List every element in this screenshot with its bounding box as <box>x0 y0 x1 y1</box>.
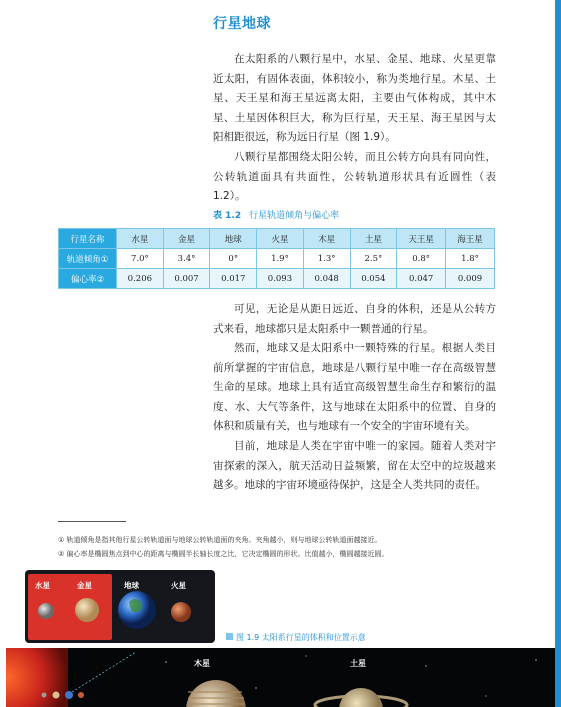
footnote-divider <box>58 521 126 522</box>
caption-marker-icon <box>226 633 233 640</box>
table-cell: 2.5° <box>350 249 397 269</box>
table-cell: 7.0° <box>117 249 164 269</box>
orbit-table <box>58 228 495 289</box>
paragraph-3: 可见，无论是从距日远近、自身的体积，还是从公转方式来看，地球都只是太阳系中一颗普通的行星。 <box>213 303 496 335</box>
table-cell: 0.093 <box>257 269 304 289</box>
table-header-cell: 火星 <box>257 229 304 249</box>
label-mercury: 水星 <box>35 581 50 590</box>
table-cell: 0.054 <box>350 269 397 289</box>
label-venus: 金星 <box>77 581 92 590</box>
figure-caption <box>226 632 366 643</box>
row-label-eccentricity: 偏心率② <box>59 269 117 289</box>
jupiter-icon <box>186 680 246 707</box>
solar-system-art <box>6 648 555 707</box>
paragraph-5: 目前，地球是人类在宇宙中唯一的家园。随着人类对宇宙探索的深入，航天活动日益频繁，留在太空中的垃圾越来越多。地球的宇宙环境亟待保护，这是全人类共同的责任。 <box>213 440 496 492</box>
table-header-label: 行星名称 <box>59 229 117 249</box>
label-jupiter: 木星 <box>194 659 210 668</box>
table-cell: 0.017 <box>210 269 257 289</box>
label-saturn: 土星 <box>350 659 366 668</box>
table-header-cell: 地球 <box>210 229 257 249</box>
table-cell: 1.8° <box>446 249 495 269</box>
table-cell: 0.206 <box>117 269 164 289</box>
table-header-cell: 水星 <box>117 229 164 249</box>
inner-planets-art <box>25 570 215 643</box>
footnote-1: ① 轨道倾角是指其他行星公转轨道面与地球公转轨道面的夹角。夹角越小，则与地球公转轨道面越接近。 <box>58 536 382 544</box>
table-header-cell: 木星 <box>303 229 350 249</box>
table-cell: 1.9° <box>257 249 304 269</box>
section-title: 行星地球 <box>213 16 271 32</box>
table-cell: 3.4° <box>163 249 210 269</box>
solar-system-strip <box>6 648 555 707</box>
table-cell: 0.048 <box>303 269 350 289</box>
mars-icon <box>171 602 191 622</box>
venus-icon <box>75 598 99 622</box>
table-header-cell: 海王星 <box>446 229 495 249</box>
figure-caption-text: 图 1.9 太阳系行星的体积和位置示意 <box>236 633 366 642</box>
table-cell: 0.047 <box>397 269 446 289</box>
paragraph-2: 八颗行星都围绕太阳公转，而且公转方向具有同向性，公转轨道面具有共面性，公转轨道形状具有近圆性（表 1.2）。 <box>213 151 496 203</box>
footnote-2: ② 偏心率是椭圆焦点到中心的距离与椭圆半长轴长度之比，它决定椭圆的形状。比值越小，椭圆越接近圆。 <box>58 550 389 558</box>
table-cell: 0° <box>210 249 257 269</box>
table-number: 表 1.2 <box>213 211 242 221</box>
row-label-inclination: 轨道倾角① <box>59 249 117 269</box>
table-header-cell: 土星 <box>350 229 397 249</box>
paragraph-4: 然而，地球又是太阳系中一颗特殊的行星。根据人类目前所掌握的宇宙信息，地球是八颗行星中唯一存在高级智慧生命的星球。地球上具有适宜高级智慧生命生存和繁衍的温度、水、大气等条件，这与地球在太阳系中的位置、自身的体积和质量有关，也与地球有一个安全的宇宙环境有关。 <box>213 342 496 433</box>
paragraph-1: 在太阳系的八颗行星中，水星、金星、地球、火星更靠近太阳，有固体表面，体积较小，称为类地行星。木星、土星、天王星和海王星远离太阳，主要由气体构成，其中木星、土星因体积巨大，称为巨行星，天王星、海王星因与太阳相距很远，称为远日行星（图 1.9）。 <box>213 53 496 144</box>
table-row <box>59 269 495 289</box>
table-header-cell: 金星 <box>163 229 210 249</box>
mercury-icon <box>38 603 54 619</box>
label-mars: 火星 <box>171 581 186 590</box>
planets-figure <box>25 570 215 643</box>
table-row <box>59 249 495 269</box>
table-caption <box>213 208 339 221</box>
table-cell: 0.8° <box>397 249 446 269</box>
label-earth: 地球 <box>124 581 139 590</box>
table-caption-text: 行星轨道倾角与偏心率 <box>249 211 340 221</box>
table-cell: 0.009 <box>446 269 495 289</box>
table-cell: 1.3° <box>303 249 350 269</box>
saturn-icon <box>339 688 383 707</box>
sun-icon <box>6 648 68 707</box>
page-edge-bar <box>555 0 561 707</box>
table-cell: 0.007 <box>163 269 210 289</box>
table-header-cell: 天王星 <box>397 229 446 249</box>
table-header-row <box>59 229 495 249</box>
